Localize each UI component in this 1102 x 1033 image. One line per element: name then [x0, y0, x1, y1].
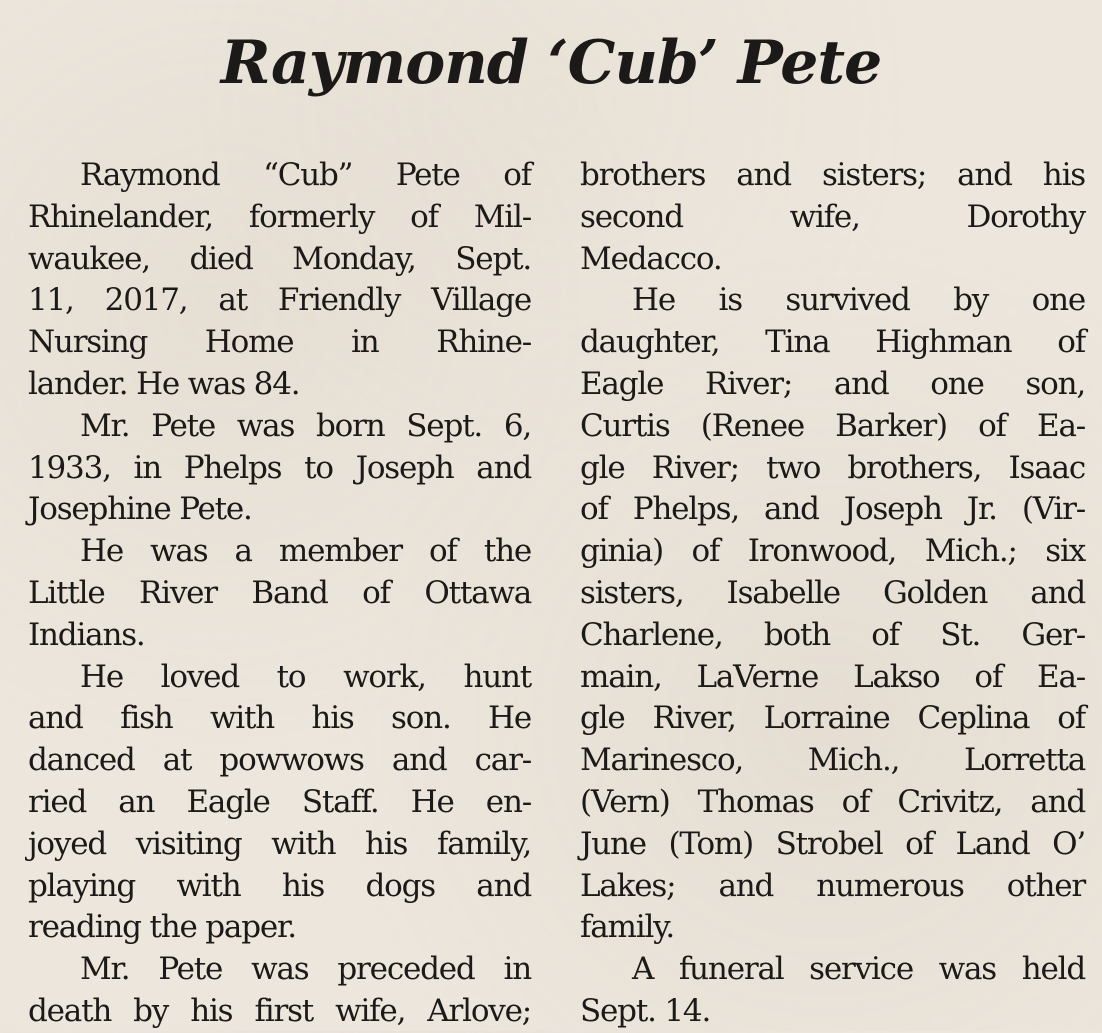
text-line: Nursing Home in Rhine- [28, 324, 531, 361]
text-line: Sept. 14. [580, 992, 711, 1029]
text-line: (Vern) Thomas of Crivitz, and [580, 783, 1085, 820]
text-line: June (Tom) Strobel of Land O’ [580, 825, 1085, 862]
text-line: and fish with his son. He [28, 700, 531, 737]
text-line: Charlene, both of St. Ger- [580, 616, 1085, 653]
text-line: danced at powwows and car- [28, 742, 531, 779]
text-line: brothers and sisters; and his [580, 157, 1085, 193]
obituary-headline: Raymond ‘Cub’ Pete [220, 28, 882, 98]
text-line: Mr. Pete was preceded in [80, 951, 531, 988]
text-line: daughter, Tina Highman of [580, 324, 1085, 361]
text-line: He is survived by one [632, 282, 1085, 319]
text-line: Mr. Pete was born Sept. 6, [80, 407, 531, 444]
text-line: reading the paper. [28, 909, 296, 946]
text-line: main, LaVerne Lakso of Ea- [580, 658, 1085, 695]
text-line: death by his first wife, Arlove; [28, 992, 531, 1029]
text-line: Indians. [28, 616, 145, 653]
text-line: Little River Band of Ottawa [28, 574, 531, 611]
text-line: ginia) of Ironwood, Mich.; six [580, 533, 1085, 570]
text-line: Rhinelander, formerly of Mil- [28, 198, 531, 235]
text-line: Curtis (Renee Barker) of Ea- [580, 407, 1085, 444]
text-line: He loved to work, hunt [80, 658, 531, 695]
text-line: Josephine Pete. [28, 491, 252, 528]
text-line: gle River, Lorraine Ceplina of [580, 700, 1085, 737]
text-line: playing with his dogs and [28, 867, 531, 904]
column-left [28, 155, 531, 1033]
text-line: ried an Eagle Staff. He en- [28, 783, 531, 820]
text-line: He was a member of the [80, 533, 531, 570]
text-line: 11, 2017, at Friendly Village [28, 282, 531, 319]
column-right [580, 155, 1085, 1033]
text-line: family. [580, 909, 675, 946]
text-line: lander. He was 84. [28, 365, 300, 402]
text-line: A funeral service was held [632, 951, 1085, 988]
text-line: Medacco. [580, 240, 722, 277]
text-line: Lakes; and numerous other [580, 867, 1085, 904]
text-line: 1933, in Phelps to Joseph and [28, 449, 531, 486]
text-line: of Phelps, and Joseph Jr. (Vir- [580, 491, 1085, 528]
text-line: Eagle River; and one son, [580, 365, 1085, 402]
text-line: gle River; two brothers, Isaac [580, 449, 1085, 486]
text-line: waukee, died Monday, Sept. [28, 240, 531, 277]
text-line: sisters, Isabelle Golden and [580, 574, 1085, 611]
text-line: joyed visiting with his family, [28, 825, 531, 862]
text-line: second wife, Dorothy [580, 198, 1085, 235]
text-line: Raymond “Cub” Pete of [80, 157, 531, 193]
text-line: Marinesco, Mich., Lorretta [580, 742, 1085, 779]
